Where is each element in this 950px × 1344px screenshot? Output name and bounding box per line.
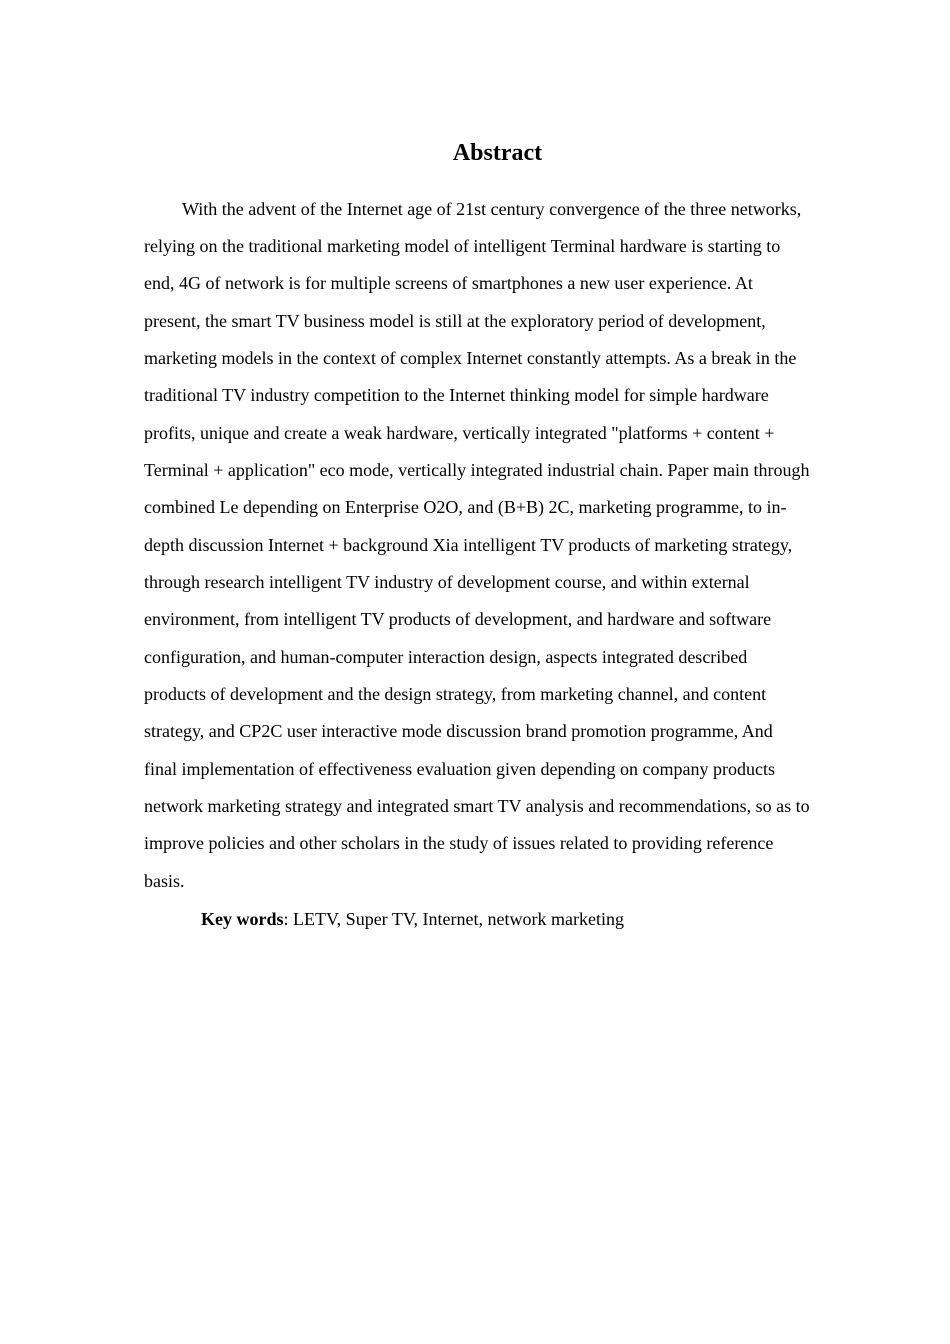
abstract-line-1: With the advent of the Internet age of 21st century convergence of the three networks, [182,199,802,219]
keywords-label: Key words [201,909,284,929]
abstract-line-19: basis. [144,871,185,891]
keywords-line [201,907,624,931]
abstract-line-4: present, the smart TV business model is still at the exploratory period of development, [144,311,766,331]
abstract-line-18: improve policies and other scholars in the study of issues related to providing reference [144,833,774,853]
keywords-separator: : [283,909,294,929]
abstract-line-7: profits, unique and create a weak hardware, vertically integrated "platforms + content + [144,423,775,443]
abstract-line-13: configuration, and human-computer interaction design, aspects integrated described [144,647,748,667]
abstract-line-2: relying on the traditional marketing model of intelligent Terminal hardware is starting to [144,236,781,256]
abstract-line-6: traditional TV industry competition to the Internet thinking model for simple hardware [144,385,769,405]
keywords-value: LETV, Super TV, Internet, network marketing [293,909,624,929]
abstract-line-5: marketing models in the context of complex Internet constantly attempts. As a break in the [144,348,797,368]
abstract-line-11: through research intelligent TV industry of development course, and within external [144,572,750,592]
abstract-line-12: environment, from intelligent TV products of development, and hardware and software [144,609,772,629]
abstract-title: Abstract [452,140,543,166]
abstract-line-16: final implementation of effectiveness evaluation given depending on company products [144,759,775,779]
abstract-line-10: depth discussion Internet + background Xia intelligent TV products of marketing strategy, [144,535,793,555]
abstract-line-3: end, 4G of network is for multiple screens of smartphones a new user experience. At [144,273,753,293]
abstract-line-17: network marketing strategy and integrated smart TV analysis and recommendations, so as to [144,796,810,816]
abstract-line-9: combined Le depending on Enterprise O2O, and (B+B) 2C, marketing programme, to in- [144,497,787,517]
abstract-line-15: strategy, and CP2C user interactive mode discussion brand promotion programme, And [144,721,773,741]
abstract-line-14: products of development and the design strategy, from marketing channel, and content [144,684,767,704]
abstract-line-8: Terminal + application" eco mode, vertically integrated industrial chain. Paper main through [144,460,810,480]
